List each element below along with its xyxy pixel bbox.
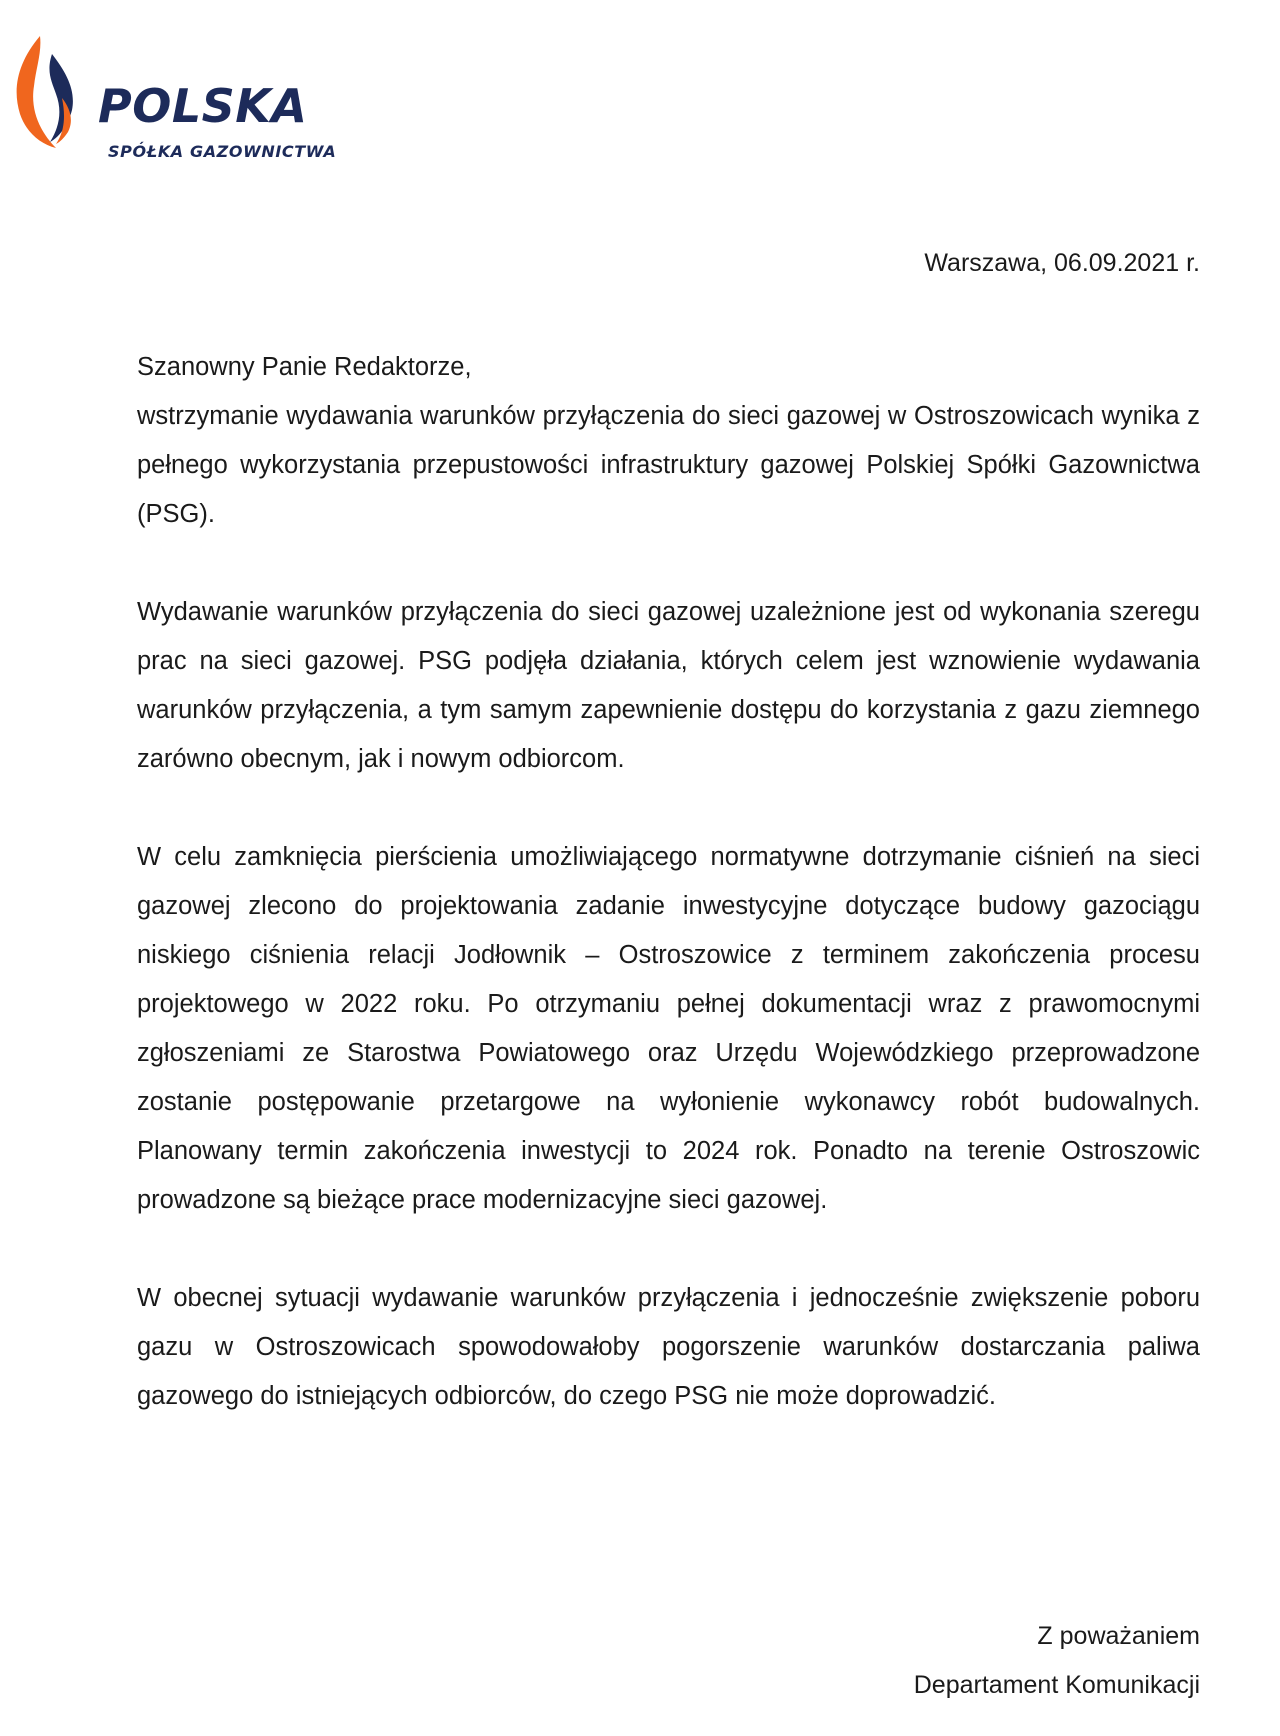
- paragraph-2: Wydawanie warunków przyłączenia do sieci gazowej uzależnione jest od wykonania szeregu prac na sieci gazowej. PSG podjęła działania, których celem jest wznowienie wydawania warunków przyłączenia, a tym samym zapewnienie dostępu do korzystania z gazu ziemnego zarówno obecnym, jak i nowym odbiorcom.: [137, 598, 1200, 773]
- closing-regards: Z poważaniem: [1037, 1622, 1200, 1650]
- letter-body: [137, 343, 1200, 1470]
- paragraph-3: W celu zamknięcia pierścienia umożliwiającego normatywne dotrzymanie ciśnień na sieci gazowej zlecono do projektowania zadanie inwestycyjne dotyczące budowy gazociągu niskiego ciśnienia relacji Jodłownik – Ostroszowice z terminem zakończenia procesu projektowego w 2022 roku. Po otrzymaniu pełnej dokumentacji wraz z prawomocnymi zgłoszeniami ze Starostwa Powiatowego oraz Urzędu Wojewódzkiego przeprowadzone zostanie postępowanie przetargowe na wyłonienie wykonawcy robót budowalnych. Planowany termin zakończenia inwestycji to 2024 rok. Ponadto na terenie Ostroszowic prowadzone są bieżące prace modernizacyjne sieci gazowej.: [137, 843, 1200, 1214]
- letter-closing: [914, 1612, 1200, 1710]
- closing-department: Departament Komunikacji: [913, 1671, 1200, 1699]
- logo-title: POLSKA: [98, 79, 308, 133]
- salutation: Szanowny Panie Redaktorze,: [137, 353, 472, 381]
- paragraph-1: wstrzymanie wydawania warunków przyłączenia do sieci gazowej w Ostroszowicach wynika z pełnego wykorzystania przepustowości infrastruktury gazowej Polskiej Spółki Gazownictwa (PSG).: [137, 402, 1200, 528]
- letter-date: Warszawa, 06.09.2021 r.: [924, 249, 1200, 277]
- flame-icon: [10, 28, 90, 148]
- logo-subtitle: SPÓŁKA GAZOWNICTWA: [108, 142, 337, 161]
- company-logo: [10, 28, 380, 161]
- paragraph-4: W obecnej sytuacji wydawanie warunków przyłączenia i jednocześnie zwiększenie poboru gazu w Ostroszowicach spowodowałoby pogorszenie warunków dostarczania paliwa gazowego do istniejących odbiorców, do czego PSG nie może doprowadzić.: [137, 1284, 1200, 1410]
